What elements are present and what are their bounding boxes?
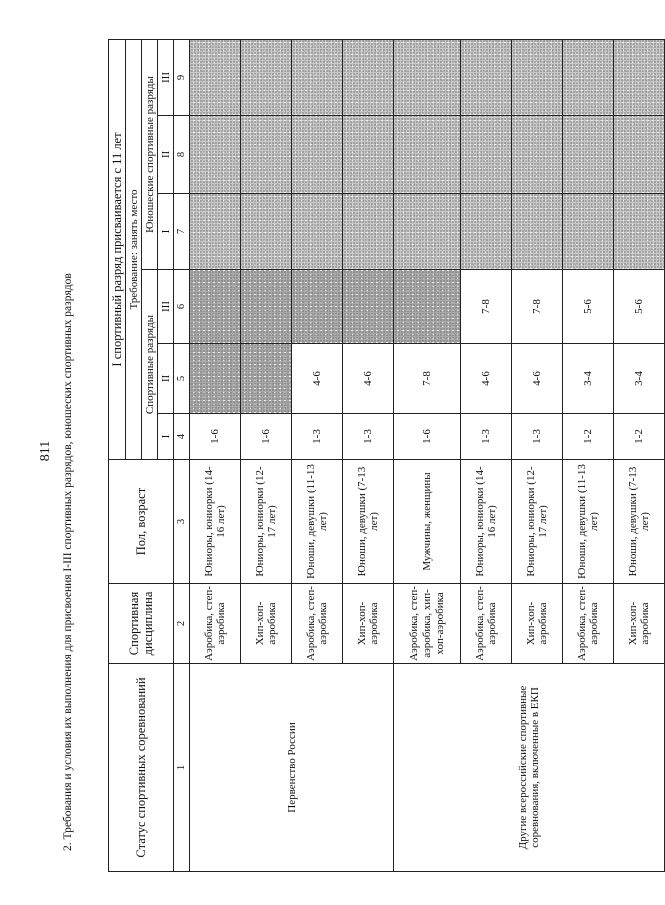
discipline-header: Спортивная дисциплина — [109, 584, 174, 664]
discipline-cell: Аэробика, степ-аэробика, хип-хоп-аэробика — [394, 584, 461, 664]
sport-ranks-header: Спортивные разряды — [142, 270, 158, 460]
sex-age-cell: Юниоры, юниорки (12-17 лет) — [512, 460, 563, 584]
place-cell: 4-6 — [343, 344, 394, 414]
shaded-cell — [190, 344, 241, 414]
discipline-cell: Аэробика, степ-аэробика — [292, 584, 343, 664]
shaded-cell — [343, 194, 394, 270]
super-header: I спортивный разряд присваивается с 11 лет — [109, 40, 126, 460]
column-number: 5 — [174, 344, 190, 414]
place-cell: 7-8 — [461, 270, 512, 344]
shaded-cell — [292, 194, 343, 270]
status-cell: Первенство России — [190, 664, 394, 872]
shaded-cell — [614, 40, 665, 116]
shaded-cell — [461, 40, 512, 116]
column-number: 6 — [174, 270, 190, 344]
discipline-cell: Аэробика, степ-аэробика — [563, 584, 614, 664]
rank-label: II — [158, 116, 174, 194]
rank-label: I — [158, 194, 174, 270]
requirement-header: Требование: занять место — [126, 40, 142, 460]
table-row — [394, 40, 461, 872]
shaded-cell — [614, 194, 665, 270]
column-number: 1 — [174, 664, 190, 872]
sex-age-cell: Юниоры, юниорки (12-17 лет) — [241, 460, 292, 584]
discipline-cell: Хип-хоп-аэробика — [614, 584, 665, 664]
rank-label: III — [158, 270, 174, 344]
shaded-cell — [343, 40, 394, 116]
place-cell: 1-6 — [190, 414, 241, 460]
rank-label: III — [158, 40, 174, 116]
sex-age-cell: Юноши, девушки (7-13 лет) — [614, 460, 665, 584]
place-cell: 4-6 — [292, 344, 343, 414]
place-cell: 1-2 — [563, 414, 614, 460]
column-number: 3 — [174, 460, 190, 584]
sex-age-cell: Мужчины, женщины — [394, 460, 461, 584]
shaded-cell — [241, 194, 292, 270]
column-number: 8 — [174, 116, 190, 194]
shaded-cell — [292, 40, 343, 116]
sex-age-cell: Юноши, девушки (11-13 лет) — [563, 460, 614, 584]
place-cell: 1-6 — [241, 414, 292, 460]
page-number: 811 — [38, 440, 53, 462]
shaded-cell — [292, 270, 343, 344]
status-cell: Другие всероссийские спортивные соревнования, включенные в ЕКП — [394, 664, 665, 872]
shaded-cell — [190, 270, 241, 344]
shaded-cell — [343, 116, 394, 194]
column-number: 4 — [174, 414, 190, 460]
shaded-cell — [614, 116, 665, 194]
shaded-cell — [563, 194, 614, 270]
discipline-cell: Аэробика, степ-аэробика — [461, 584, 512, 664]
discipline-cell: Хип-хоп-аэробика — [343, 584, 394, 664]
place-cell: 1-3 — [512, 414, 563, 460]
sex-age-cell: Юноши, девушки (7-13 лет) — [343, 460, 394, 584]
youth-ranks-header: Юношеские спортивные разряды — [142, 40, 158, 270]
place-cell: 1-3 — [292, 414, 343, 460]
shaded-cell — [190, 116, 241, 194]
shaded-cell — [190, 194, 241, 270]
status-header: Статус спортивных соревнований — [109, 664, 174, 872]
sex-age-cell: Юниоры, юниорки (14-16 лет) — [461, 460, 512, 584]
rank-label: II — [158, 344, 174, 414]
shaded-cell — [394, 270, 461, 344]
shaded-cell — [241, 116, 292, 194]
place-cell: 4-6 — [512, 344, 563, 414]
discipline-cell: Хип-хоп-аэробика — [241, 584, 292, 664]
shaded-cell — [241, 344, 292, 414]
place-cell: 7-8 — [394, 344, 461, 414]
requirements-table — [108, 39, 665, 872]
sex-age-cell: Юниоры, юниорки (14-16 лет) — [190, 460, 241, 584]
sex-age-header: Пол, возраст — [109, 460, 174, 584]
column-number: 2 — [174, 584, 190, 664]
shaded-cell — [241, 270, 292, 344]
place-cell: 1-6 — [394, 414, 461, 460]
shaded-cell — [563, 116, 614, 194]
rank-label: I — [158, 414, 174, 460]
place-cell: 1-3 — [343, 414, 394, 460]
place-cell: 5-6 — [563, 270, 614, 344]
place-cell: 3-4 — [614, 344, 665, 414]
place-cell: 1-2 — [614, 414, 665, 460]
shaded-cell — [461, 116, 512, 194]
table-caption: 2. Требования и условия их выполнения для присвоения I-III спортивных разрядов, юношеских спортивных разрядов — [62, 273, 74, 851]
place-cell: 7-8 — [512, 270, 563, 344]
discipline-cell: Хип-хоп-аэробика — [512, 584, 563, 664]
discipline-cell: Аэробика, степ-аэробика — [190, 584, 241, 664]
shaded-cell — [394, 40, 461, 116]
shaded-cell — [461, 194, 512, 270]
shaded-cell — [563, 40, 614, 116]
shaded-cell — [512, 116, 563, 194]
shaded-cell — [512, 40, 563, 116]
table-row — [190, 40, 241, 872]
sex-age-cell: Юноши, девушки (11-13 лет) — [292, 460, 343, 584]
place-cell: 3-4 — [563, 344, 614, 414]
shaded-cell — [512, 194, 563, 270]
shaded-cell — [394, 116, 461, 194]
shaded-cell — [343, 270, 394, 344]
place-cell: 5-6 — [614, 270, 665, 344]
place-cell: 1-3 — [461, 414, 512, 460]
column-number: 9 — [174, 40, 190, 116]
shaded-cell — [241, 40, 292, 116]
shaded-cell — [394, 194, 461, 270]
place-cell: 4-6 — [461, 344, 512, 414]
shaded-cell — [292, 116, 343, 194]
rotated-table-frame — [108, 40, 652, 872]
shaded-cell — [190, 40, 241, 116]
column-number: 7 — [174, 194, 190, 270]
